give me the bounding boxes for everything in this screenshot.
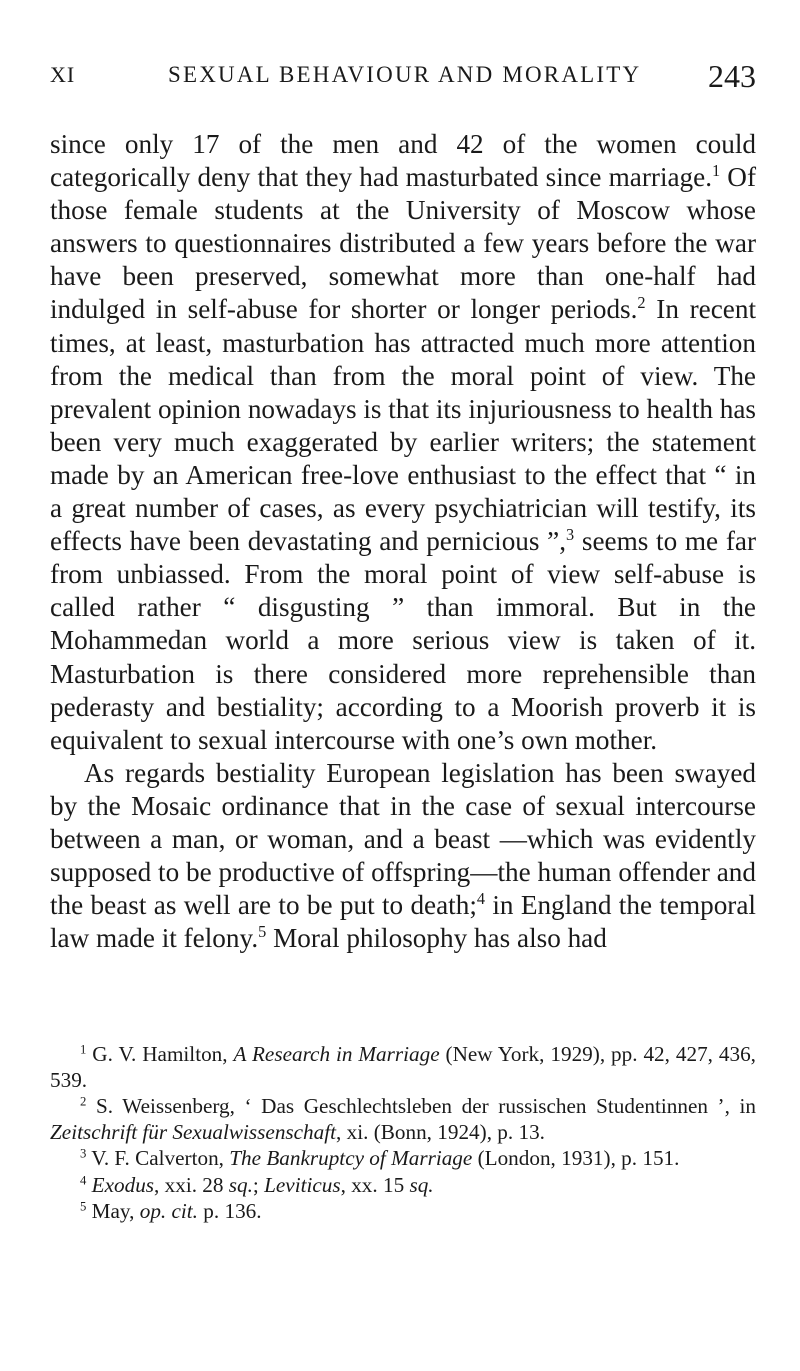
footnote-2 xyxy=(50,1094,756,1145)
footnote-number: 4 xyxy=(80,1172,87,1187)
text-segment: seems to me far from unbiassed. From the moral point of view self-abuse is called rather “ disgusting ” than immoral. But in the Mohammedan world a more serious view is taken of it. Masturbation is there considered more reprehensible than pederasty and bestiality; according to a Moorish proverb it is equivalent to sexual intercourse with one’s own mother. xyxy=(50,526,756,755)
footnote-text: V. F. Calverton, xyxy=(86,1146,230,1170)
chapter-number: XI xyxy=(50,62,76,87)
footnote-text: , xxi. 28 xyxy=(154,1172,229,1197)
footnote-title: Leviticus xyxy=(264,1172,341,1197)
footnote-title: A Research in Marriage xyxy=(233,1042,440,1066)
running-header xyxy=(50,58,756,98)
text-segment: in England the temporal law made it felony. xyxy=(50,890,756,954)
footnote-title: sq. xyxy=(228,1172,253,1197)
footnote-title: op. cit. xyxy=(139,1199,198,1223)
footnote-title: The Bankruptcy of Marriage xyxy=(229,1146,473,1170)
paragraph-bestiality xyxy=(50,757,756,956)
footnote-number: 5 xyxy=(80,1199,87,1214)
paragraph-masturbation xyxy=(50,128,756,757)
page-number: 243 xyxy=(708,58,756,94)
main-text xyxy=(50,128,756,955)
text-segment: Moral philosophy has also had xyxy=(266,923,607,954)
footnote-text: (London, 1931), p. 151. xyxy=(472,1146,680,1170)
text-segment: Of those female students at the University of Moscow whose answers to questionnaires distributed a few years before the war have been preserved, somewhat more than one-half had indulged in self-abuse for shorter or longer periods. xyxy=(50,162,756,325)
footnote-text: ; xyxy=(252,1172,265,1197)
footnote-1 xyxy=(50,1042,756,1093)
footnote-number: 3 xyxy=(80,1146,87,1161)
footnote-text: G. V. Hamilton, xyxy=(86,1042,234,1066)
footnote-3 xyxy=(50,1146,756,1172)
footnotes xyxy=(50,1042,756,1226)
footnote-text: p. 136. xyxy=(197,1199,262,1223)
running-title: SEXUAL BEHAVIOUR AND MORALITY xyxy=(168,62,642,87)
footnote-ref: 2 xyxy=(637,293,646,313)
footnote-title: Exodus xyxy=(91,1172,155,1197)
footnote-text: May, xyxy=(86,1199,140,1223)
footnote-text: , xx. 15 xyxy=(340,1172,410,1197)
footnote-text: , xi. (Bonn, 1924), p. 13. xyxy=(336,1119,545,1144)
footnote-4 xyxy=(50,1173,756,1199)
text-segment: since only 17 of the men and 42 of the women could categorically deny that they had masturbated since marriage. xyxy=(50,129,756,193)
footnote-title: sq. xyxy=(409,1172,434,1197)
footnote-number: 2 xyxy=(80,1094,87,1109)
footnote-ref: 3 xyxy=(566,525,575,545)
text-segment: In recent times, at least, masturbation has attracted much more attention from the medical than from the moral point of view. The prevalent opinion nowadays is that its injuriousness to health has been very much exaggerated by earlier writers; the statement made by an American free-love enthusiast to the effect that “ in a great number of cases, as every psychiatrician will testify, its effects have been devastating and pernicious ”, xyxy=(50,294,757,557)
footnote-5 xyxy=(50,1199,756,1225)
footnote-ref: 5 xyxy=(258,922,267,942)
footnote-ref: 1 xyxy=(712,161,721,181)
footnote-text: (New York, 1929), pp. 42, 427, 436, 539. xyxy=(50,1042,756,1092)
text-segment: As regards bestiality European legislation has been swayed by the Mosaic ordinance that in the case of sexual intercourse between a man, or woman, and a beast —which was evidently supposed to be productive of offspring—the human offender and the beast as well are to be put to death; xyxy=(50,757,756,921)
footnote-title: Zeitschrift für Sexualwissenschaft xyxy=(50,1119,337,1144)
footnote-text: S. Weissenberg, ‘ Das Geschlechtsleben der russischen Studentinnen ’, in xyxy=(86,1094,756,1118)
footnote-ref: 4 xyxy=(476,889,486,909)
footnote-number: 1 xyxy=(80,1042,87,1057)
